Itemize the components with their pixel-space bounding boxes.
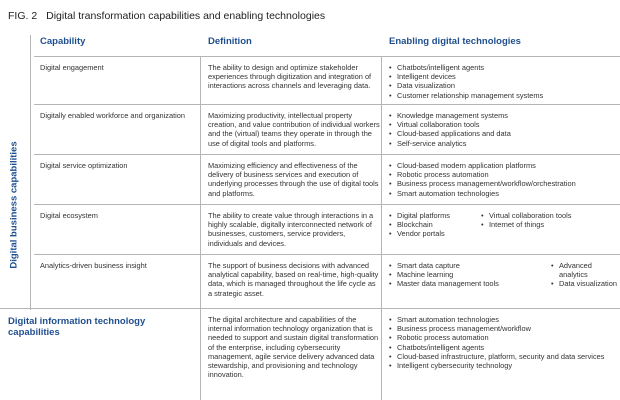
list-item: • Chatbots/intelligent agents	[389, 343, 619, 352]
technologies-column-b	[481, 211, 571, 229]
list-item: • Knowledge management systems	[389, 111, 620, 120]
list-item: • Data visualization	[389, 81, 620, 90]
table-row	[34, 254, 620, 308]
list-item: • Chatbots/intelligent agents	[389, 63, 620, 72]
list-item: • Virtual collaboration tools	[389, 120, 620, 129]
list-item: • Blockchain	[389, 220, 507, 229]
group-label-business-text: Digital business capabilities	[8, 141, 20, 269]
definition-cell: Maximizing efficiency and effectiveness of the delivery of business services and execution of underlying processes through the use of digital tools and platforms.	[208, 161, 379, 198]
table-row-it	[0, 308, 620, 400]
column-divider	[381, 57, 382, 104]
list-item: • Machine learning	[389, 270, 507, 279]
figure-title	[8, 10, 325, 22]
capability-cell: Digitally enabled workforce and organization	[40, 111, 186, 120]
column-divider	[200, 105, 201, 154]
technologies-column-a	[389, 261, 507, 289]
column-divider	[200, 57, 201, 104]
table-header	[34, 36, 620, 51]
list-item: • Smart data capture	[389, 261, 507, 270]
column-divider	[200, 155, 201, 204]
capability-cell: Analytics-driven business insight	[40, 261, 147, 270]
column-divider	[381, 105, 382, 154]
figure-number: FIG. 2	[8, 10, 38, 22]
header-definition: Definition	[208, 36, 252, 47]
list-item: • Internet of things	[481, 220, 571, 229]
column-divider	[200, 205, 201, 254]
definition-cell: Maximizing productivity, intellectual property creation, and value contribution of individual workers and the (virtual) teams they operate in through the use of digital tools and platforms.	[208, 111, 380, 148]
table-row	[34, 104, 620, 154]
list-item: • Smart automation technologies	[389, 315, 619, 324]
list-item: • Business process management/workflow/orchestration	[389, 179, 620, 188]
list-item: • Cloud-based modern application platforms	[389, 161, 620, 170]
table-row	[34, 204, 620, 254]
technologies-list	[389, 63, 620, 100]
technologies-list	[389, 161, 620, 198]
list-item: • Self-service analytics	[389, 139, 620, 148]
list-item: • Virtual collaboration tools	[481, 211, 571, 220]
capability-cell: Digital service optimization	[40, 161, 128, 170]
figure-caption: Digital transformation capabilities and enabling technologies	[46, 10, 326, 22]
column-divider	[381, 309, 382, 400]
list-item: • Intelligent devices	[389, 72, 620, 81]
header-capability: Capability	[40, 36, 86, 47]
list-item: • Vendor portals	[389, 229, 507, 238]
list-item: • Cloud-based infrastructure, platform, security and data services	[389, 352, 619, 361]
list-item: • Digital platforms	[389, 211, 507, 220]
capability-cell: Digital ecosystem	[40, 211, 98, 220]
definition-cell: The support of business decisions with advanced analytical capability, based on real-time, high-quality data, which is managed throughout the life cycle as a strategic asset.	[208, 261, 379, 298]
list-item: • Business process management/workflow	[389, 324, 619, 333]
list-item: • Data visualization	[551, 279, 620, 288]
list-item: • Intelligent cybersecurity technology	[389, 361, 619, 370]
column-divider	[200, 255, 201, 308]
column-divider	[381, 155, 382, 204]
technologies-column-b	[551, 261, 620, 289]
column-divider	[381, 205, 382, 254]
table-row	[34, 154, 620, 204]
technologies-list	[389, 111, 620, 148]
header-technologies: Enabling digital technologies	[389, 36, 521, 47]
list-item: • Advanced analytics	[551, 261, 620, 279]
column-divider	[200, 309, 201, 400]
list-item: • Robotic process automation	[389, 333, 619, 342]
list-item: • Customer relationship management systems	[389, 91, 620, 100]
table-row	[34, 56, 620, 104]
definition-cell: The digital architecture and capabilities of the internal information technology organization that is needed to support and sustain digital transformation of the enterprise, including cybersecurity management, agile service delivery advanced data stewardship, and provisioning and technology innovation.	[208, 315, 379, 380]
list-item: • Smart automation technologies	[389, 189, 620, 198]
column-divider	[381, 255, 382, 308]
list-item: • Robotic process automation	[389, 170, 620, 179]
capability-cell: Digital engagement	[40, 63, 104, 72]
list-item: • Cloud-based applications and data	[389, 129, 620, 138]
group-divider	[30, 35, 31, 310]
technologies-list	[389, 315, 619, 370]
definition-cell: The ability to create value through interactions in a highly scalable, digitally interconnected network of businesses, customers, service providers, individuals and devices.	[208, 211, 374, 248]
definition-cell: The ability to design and optimize stakeholder experiences through digitization and integration of interactions across channels and leveraging data.	[208, 63, 372, 91]
group-label-it: Digital information technology capabilities	[8, 316, 146, 338]
list-item: • Master data management tools	[389, 279, 507, 288]
